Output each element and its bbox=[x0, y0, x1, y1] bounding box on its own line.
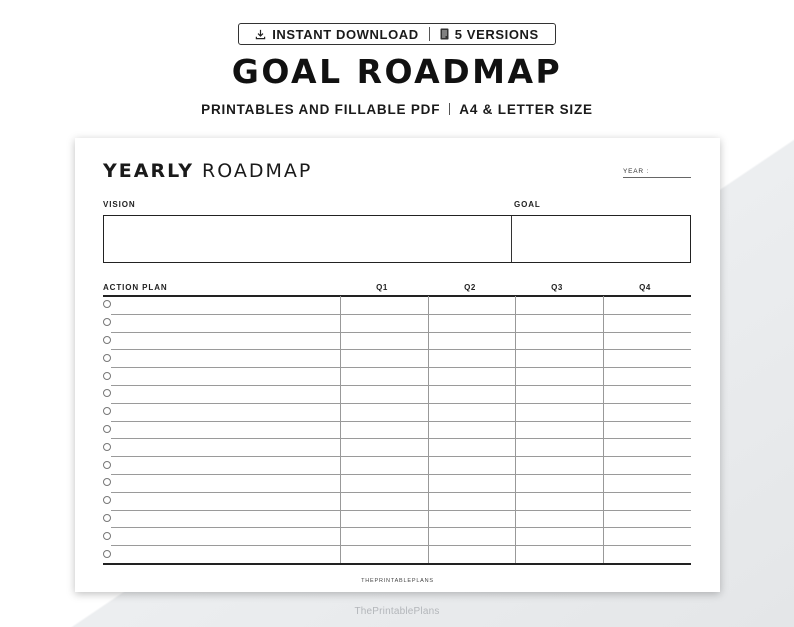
subtitle-divider bbox=[449, 103, 450, 115]
quarter-q3-label: Q3 bbox=[551, 283, 563, 292]
action-row-line bbox=[111, 421, 691, 422]
instant-download bbox=[255, 27, 419, 42]
action-checkbox[interactable] bbox=[103, 443, 111, 451]
quarter-q4-label: Q4 bbox=[639, 283, 651, 292]
document-icon bbox=[440, 28, 449, 40]
sheet-title-light: ROADMAP bbox=[202, 160, 313, 182]
action-plan-bottom-rule bbox=[103, 563, 691, 565]
goal-field[interactable] bbox=[512, 216, 690, 262]
download-label: INSTANT DOWNLOAD bbox=[272, 26, 419, 42]
action-checkbox[interactable] bbox=[103, 389, 111, 397]
action-checkbox[interactable] bbox=[103, 354, 111, 362]
subtitle-formats: PRINTABLES AND FILLABLE PDF bbox=[201, 102, 441, 117]
action-row-line bbox=[111, 456, 691, 457]
sheet-title-bold: YEARLY bbox=[103, 160, 194, 182]
action-checkbox[interactable] bbox=[103, 372, 111, 380]
action-checkbox[interactable] bbox=[103, 514, 111, 522]
vision-goal-box bbox=[103, 215, 691, 263]
action-row-line bbox=[111, 403, 691, 404]
action-row-line bbox=[111, 438, 691, 439]
action-checkbox[interactable] bbox=[103, 300, 111, 308]
quarter-q2-label: Q2 bbox=[464, 283, 476, 292]
download-icon bbox=[255, 29, 266, 40]
action-row-line bbox=[111, 510, 691, 511]
versions bbox=[440, 27, 539, 42]
action-checkbox[interactable] bbox=[103, 550, 111, 558]
action-checkbox[interactable] bbox=[103, 478, 111, 486]
sheet-footer: THEPRINTABLEPLANS bbox=[361, 578, 434, 584]
column-divider-q2 bbox=[428, 296, 429, 563]
action-checkbox[interactable] bbox=[103, 425, 111, 433]
vision-field[interactable] bbox=[104, 216, 511, 262]
action-row-line bbox=[111, 545, 691, 546]
action-checkbox[interactable] bbox=[103, 407, 111, 415]
year-label: YEAR : bbox=[623, 168, 650, 175]
subtitle bbox=[0, 102, 794, 117]
action-checkbox[interactable] bbox=[103, 336, 111, 344]
action-row-line bbox=[111, 332, 691, 333]
vision-label: VISION bbox=[103, 200, 136, 209]
quarter-q1-label: Q1 bbox=[376, 283, 388, 292]
action-checkbox[interactable] bbox=[103, 532, 111, 540]
sheet-title bbox=[103, 160, 312, 182]
action-checkbox[interactable] bbox=[103, 461, 111, 469]
action-row-line bbox=[111, 349, 691, 350]
column-divider-q4 bbox=[603, 296, 604, 563]
action-checkbox[interactable] bbox=[103, 496, 111, 504]
page-title: GOAL ROADMAP bbox=[231, 52, 563, 91]
action-row-line bbox=[111, 367, 691, 368]
action-checkbox[interactable] bbox=[103, 318, 111, 326]
action-row-line bbox=[111, 474, 691, 475]
action-row-line bbox=[111, 385, 691, 386]
info-badge bbox=[238, 23, 556, 45]
year-field[interactable] bbox=[623, 177, 691, 178]
subtitle-sizes: A4 & LETTER SIZE bbox=[459, 102, 593, 117]
planner-sheet bbox=[75, 138, 720, 592]
action-row-line bbox=[111, 492, 691, 493]
goal-label: GOAL bbox=[514, 200, 541, 209]
versions-label: 5 VERSIONS bbox=[454, 26, 539, 42]
action-row-line bbox=[111, 527, 691, 528]
watermark: ThePrintablePlans bbox=[354, 606, 440, 617]
badge-divider bbox=[429, 27, 430, 41]
action-row-line bbox=[111, 314, 691, 315]
action-plan-label: ACTION PLAN bbox=[103, 283, 168, 292]
column-divider-q3 bbox=[515, 296, 516, 563]
column-divider-q1 bbox=[340, 296, 341, 563]
